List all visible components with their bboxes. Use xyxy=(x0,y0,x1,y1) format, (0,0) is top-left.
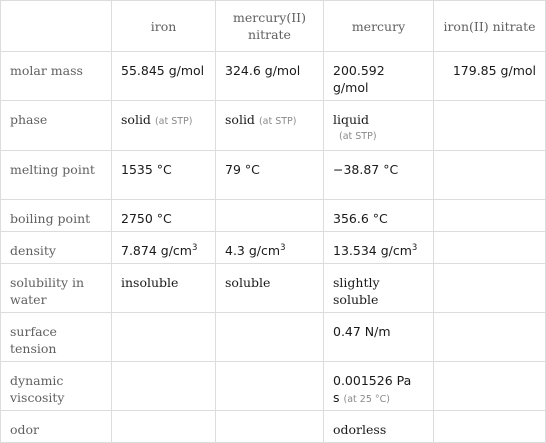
row-label-odor: odor xyxy=(1,411,112,443)
table-row-melting-point xyxy=(1,151,546,200)
cell-iron-molar-mass: 55.845 g/mol xyxy=(112,52,216,101)
phase-value: liquid xyxy=(333,112,370,127)
row-label-dynamic-viscosity: dynamic viscosity xyxy=(1,362,112,411)
cell-mercury-ii-nitrate-density xyxy=(216,232,324,264)
cell-iron-ii-nitrate-melting-point xyxy=(434,151,546,200)
density-exponent: 3 xyxy=(280,242,286,253)
phase-note: (at STP) xyxy=(154,116,193,127)
table-row-boiling-point xyxy=(1,200,546,232)
cell-iron-density xyxy=(112,232,216,264)
cell-iron-ii-nitrate-odor xyxy=(434,411,546,443)
cell-mercury-molar-mass: 200.592 g/mol xyxy=(324,52,434,101)
row-label-solubility: solubility in water xyxy=(1,264,112,313)
cell-mercury-ii-nitrate-molar-mass: 324.6 g/mol xyxy=(216,52,324,101)
table-row-phase xyxy=(1,101,546,151)
column-header-iron-ii-nitrate: iron(II) nitrate xyxy=(434,1,546,52)
density-value: 4.3 g/cm xyxy=(225,243,281,258)
cell-iron-ii-nitrate-solubility xyxy=(434,264,546,313)
header-corner xyxy=(1,1,112,52)
cell-mercury-density xyxy=(324,232,434,264)
cell-iron-phase xyxy=(112,101,216,151)
viscosity-value: 0.001526 Pa s xyxy=(333,373,412,405)
row-label-molar-mass: molar mass xyxy=(1,52,112,101)
density-exponent: 3 xyxy=(191,242,198,253)
cell-mercury-ii-nitrate-boiling-point xyxy=(216,200,324,232)
cell-mercury-boiling-point: 356.6 °C xyxy=(324,200,434,232)
density-exponent: 3 xyxy=(411,242,418,253)
cell-iron-ii-nitrate-phase xyxy=(434,101,546,151)
cell-mercury-solubility: slightly soluble xyxy=(324,264,434,313)
cell-iron-ii-nitrate-molar-mass: 179.85 g/mol xyxy=(434,52,546,101)
table-row-surface-tension xyxy=(1,313,546,362)
cell-iron-ii-nitrate-dynamic-viscosity xyxy=(434,362,546,411)
cell-iron-solubility: insoluble xyxy=(112,264,216,313)
cell-mercury-ii-nitrate-melting-point: 79 °C xyxy=(216,151,324,200)
density-value: 7.874 g/cm xyxy=(121,243,192,258)
header-row xyxy=(1,1,546,52)
cell-iron-melting-point: 1535 °C xyxy=(112,151,216,200)
table-row-dynamic-viscosity xyxy=(1,362,546,411)
cell-mercury-ii-nitrate-phase xyxy=(216,101,324,151)
row-label-density: density xyxy=(1,232,112,264)
phase-value: solid xyxy=(121,112,151,127)
table-row-solubility xyxy=(1,264,546,313)
cell-mercury-ii-nitrate-solubility: soluble xyxy=(216,264,324,313)
column-header-mercury-ii-nitrate: mercury(II) nitrate xyxy=(216,1,324,52)
row-label-surface-tension: surface tension xyxy=(1,313,112,362)
cell-iron-odor xyxy=(112,411,216,443)
phase-note: (at STP) xyxy=(258,116,297,127)
cell-mercury-ii-nitrate-surface-tension xyxy=(216,313,324,362)
cell-mercury-dynamic-viscosity xyxy=(324,362,434,411)
cell-iron-surface-tension xyxy=(112,313,216,362)
cell-iron-ii-nitrate-surface-tension xyxy=(434,313,546,362)
cell-mercury-melting-point: −38.87 °C xyxy=(324,151,434,200)
row-label-boiling-point: boiling point xyxy=(1,200,112,232)
cell-mercury-surface-tension: 0.47 N/m xyxy=(324,313,434,362)
viscosity-note: (at 25 °C) xyxy=(343,394,390,405)
cell-iron-dynamic-viscosity xyxy=(112,362,216,411)
cell-iron-ii-nitrate-density xyxy=(434,232,546,264)
cell-mercury-odor: odorless xyxy=(324,411,434,443)
phase-value: solid xyxy=(225,112,255,127)
phase-note: (at STP) xyxy=(339,131,377,142)
cell-iron-ii-nitrate-boiling-point xyxy=(434,200,546,232)
column-header-mercury: mercury xyxy=(324,1,434,52)
table-row-odor xyxy=(1,411,546,443)
table-row-density xyxy=(1,232,546,264)
row-label-melting-point: melting point xyxy=(1,151,112,200)
cell-iron-boiling-point: 2750 °C xyxy=(112,200,216,232)
density-value: 13.534 g/cm xyxy=(333,243,412,258)
cell-mercury-ii-nitrate-odor xyxy=(216,411,324,443)
cell-mercury-phase xyxy=(324,101,434,151)
cell-mercury-ii-nitrate-dynamic-viscosity xyxy=(216,362,324,411)
column-header-iron: iron xyxy=(112,1,216,52)
row-label-phase: phase xyxy=(1,101,112,151)
table-row-molar-mass xyxy=(1,52,546,101)
